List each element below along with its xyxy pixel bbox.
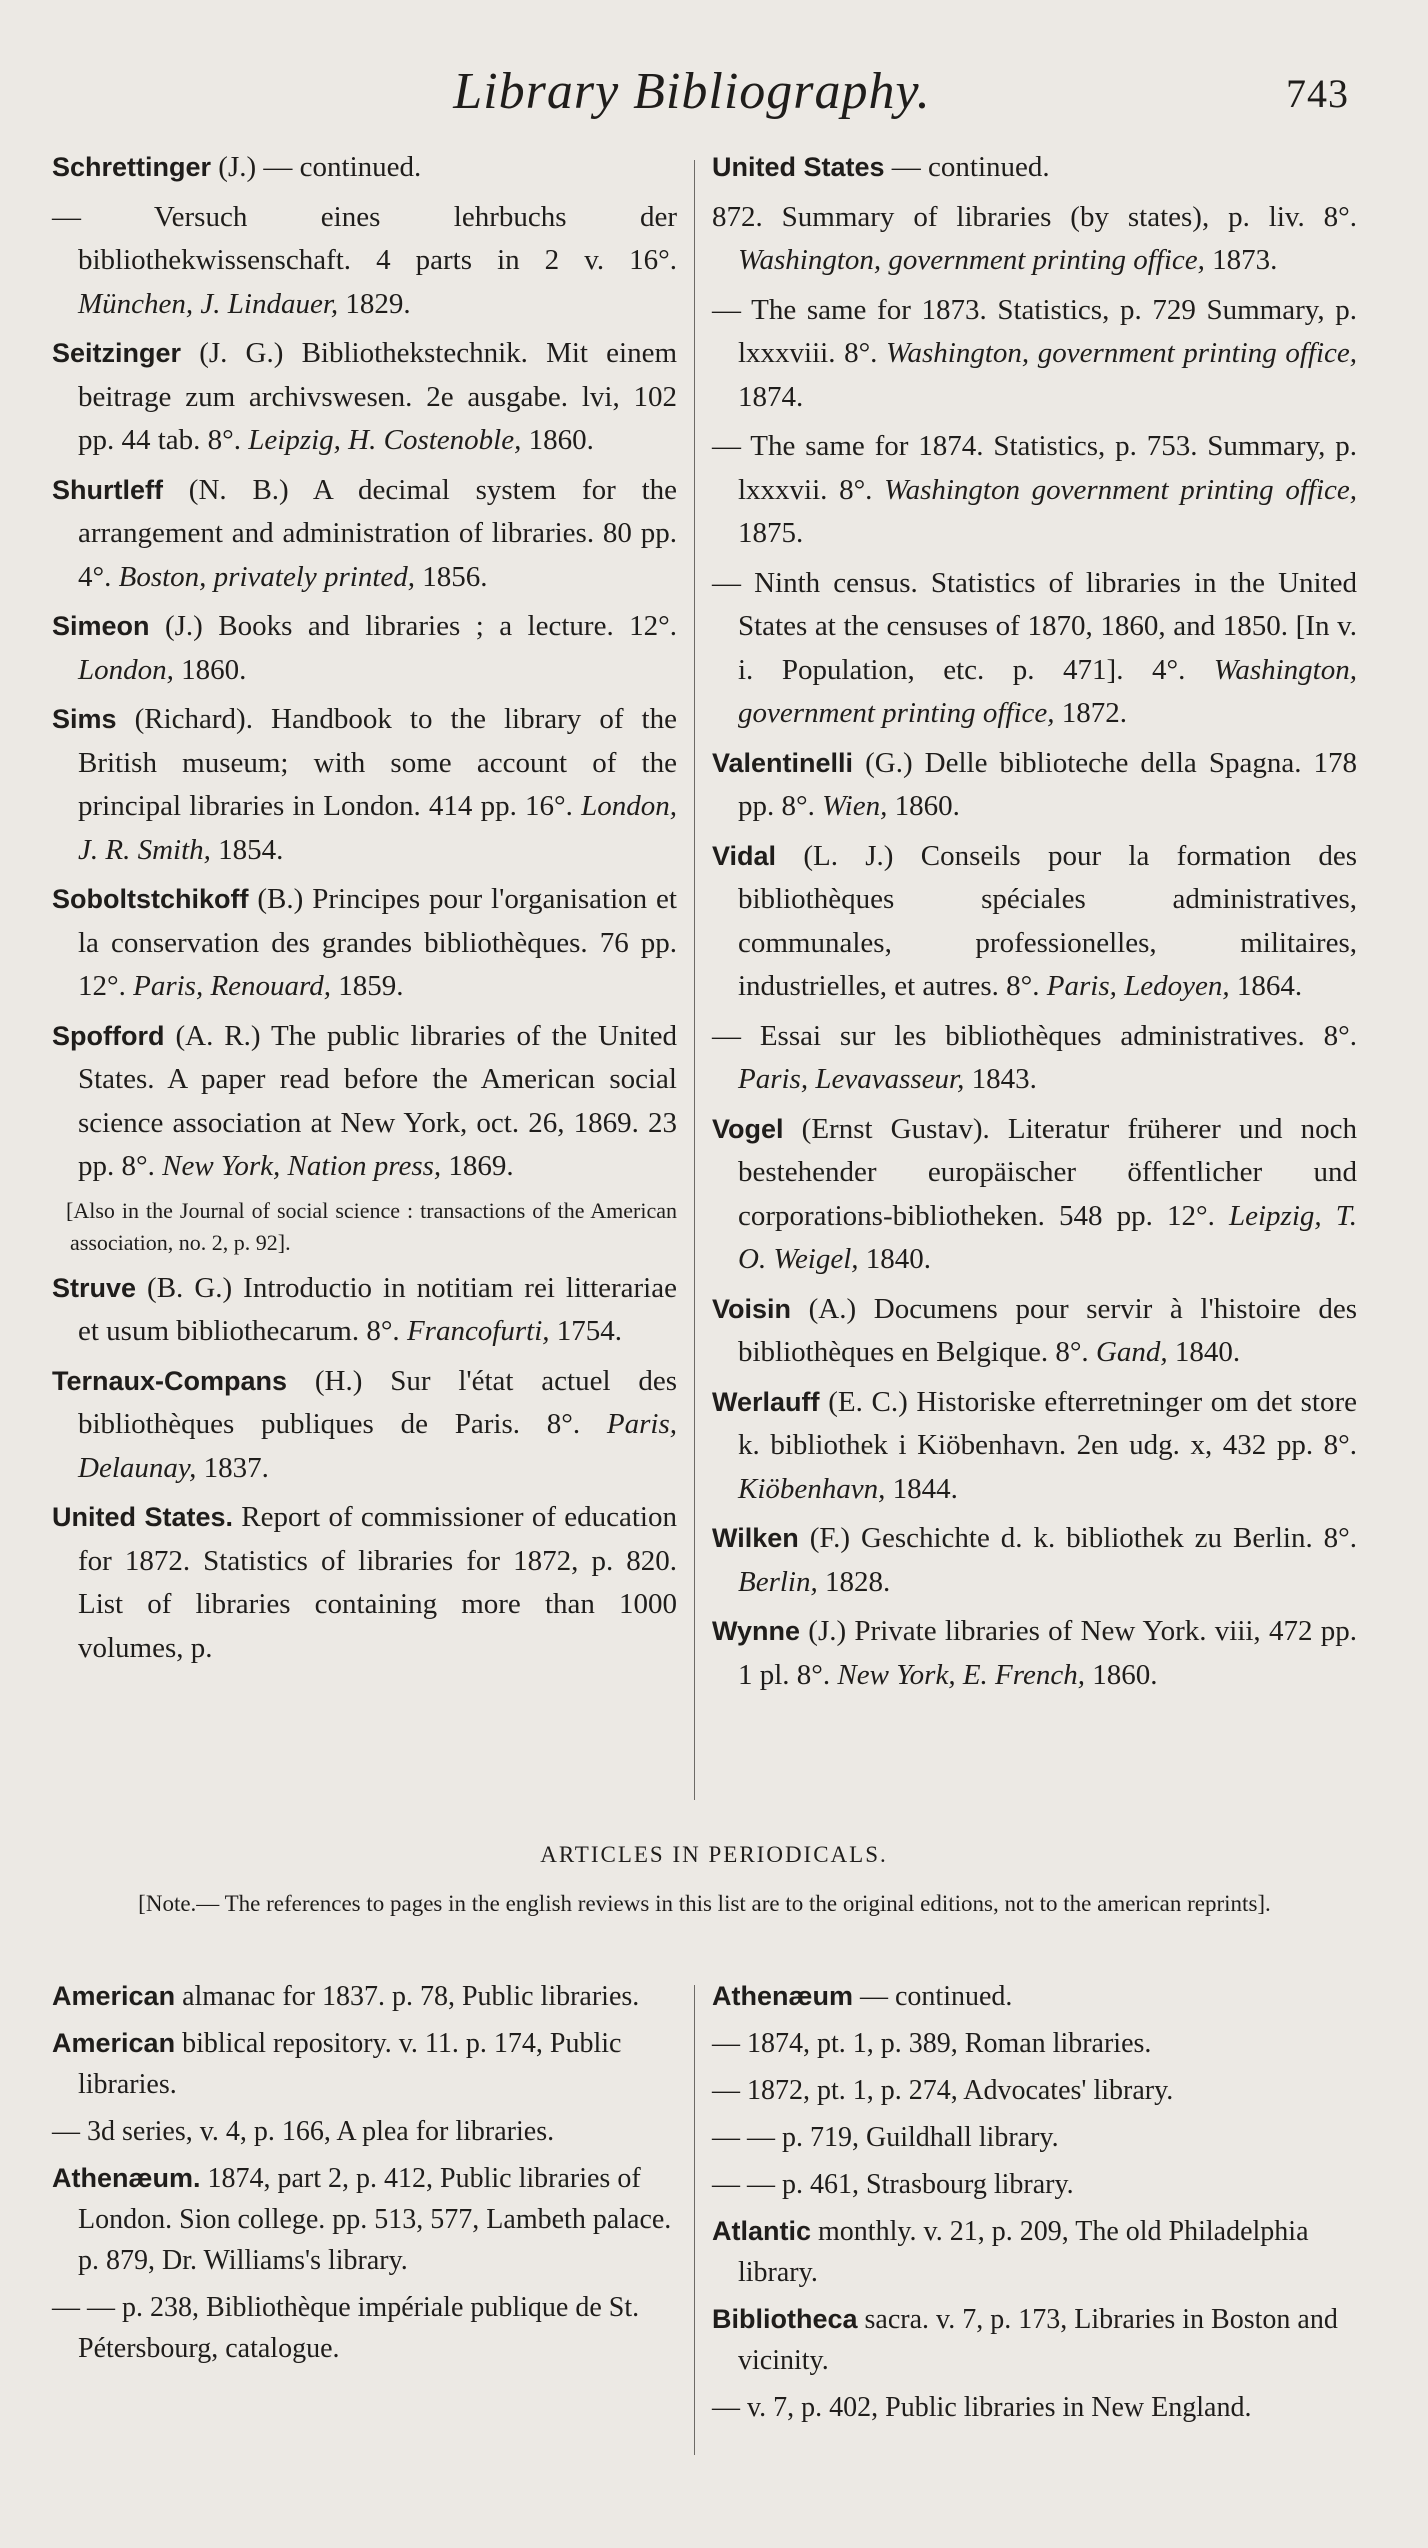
entry-text: monthly. v. 21, p. 209, The old Philadelphia library.: [738, 2216, 1309, 2288]
entry-author: Vogel: [712, 1113, 784, 1144]
entry-year: 1840.: [858, 1243, 932, 1275]
entry-imprint: Wien,: [822, 790, 888, 822]
entry-imprint: Washington, government printing office,: [886, 337, 1357, 369]
bibliography-entry: [52, 196, 677, 327]
bibliography-entry: [52, 698, 677, 872]
entry-author: Valentinelli: [712, 747, 854, 778]
entry-author: Athenæum.: [52, 2163, 201, 2193]
bibliography-entry: [52, 146, 677, 190]
running-head: Library Bibliography.: [453, 63, 931, 120]
bibliography-entry: [712, 289, 1357, 420]
page-number: 743: [1286, 71, 1349, 116]
entry-text: — — p. 719, Guildhall library.: [712, 2122, 1059, 2153]
bibliography-entry: [712, 2387, 1357, 2428]
bibliography-entry: [712, 196, 1357, 283]
entry-imprint: Paris, Ledoyen,: [1046, 970, 1230, 1002]
bibliography-entry: [52, 1976, 677, 2017]
entry-author: Struve: [52, 1272, 137, 1303]
bibliography-entry: [712, 425, 1357, 556]
bibliography-entry: [712, 146, 1357, 190]
entry-year: 1840.: [1167, 1336, 1241, 1368]
bibliography-entry: [52, 1267, 677, 1354]
entry-author: Voisin: [712, 1293, 792, 1324]
entry-text: (B. G.) Introductio in notitiam rei litterariae et usum bibliothecarum. 8°.: [78, 1271, 677, 1347]
entry-text: sacra. v. 7, p. 173, Libraries in Boston and vicinity.: [738, 2304, 1338, 2376]
bibliography-entry: [712, 2117, 1357, 2158]
entry-year: 1869.: [441, 1150, 514, 1182]
bibliography-entry: [52, 469, 677, 600]
entry-author: Vidal: [712, 840, 777, 871]
entry-imprint: Paris, Levavasseur,: [738, 1063, 965, 1095]
bibliography-entry: [52, 1360, 677, 1491]
entry-imprint: Gand,: [1095, 1336, 1168, 1368]
bibliography-entry: [52, 1496, 677, 1670]
entry-year: 1875.: [738, 517, 804, 549]
entry-text: (B.) Principes pour l'organisation et la conservation des grandes bibliothèques. 76 pp. 12°.: [78, 883, 677, 1002]
entry-year: 1854.: [210, 833, 284, 866]
column-rule-top: [694, 160, 695, 1800]
bibliography-entry: [52, 605, 677, 692]
entry-year: 1873.: [1204, 244, 1278, 276]
entry-year: 1844.: [885, 1472, 958, 1505]
entry-text: (A.) Documens pour servir à l'histoire des bibliothèques en Belgique. 8°.: [738, 1292, 1357, 1368]
entry-imprint: Paris, Delaunay,: [78, 1408, 677, 1484]
entry-imprint: Kiöbenhavn,: [738, 1472, 886, 1505]
entry-author: Werlauff: [712, 1386, 820, 1417]
bibliography-entry: [712, 1610, 1357, 1697]
entry-text: (F.) Geschichte d. k. bibliothek zu Berlin. 8°.: [798, 1522, 1357, 1554]
entry-text: (J.) Private libraries of New York. viii, 472 pp. 1 pl. 8°.: [738, 1615, 1357, 1691]
bibliography-entry: [712, 1381, 1357, 1512]
entry-text: — v. 7, p. 402, Public libraries in New England.: [712, 2392, 1252, 2423]
entry-year: 1860.: [521, 424, 594, 456]
entry-text: (H.) Sur l'état actuel des bibliothèques publiques de Paris. 8°.: [78, 1364, 677, 1440]
entry-year: 1874.: [738, 380, 804, 413]
entry-text: (Richard). Handbook to the library of the British museum; with some account of the principal libraries in London. 414 pp. 16°.: [78, 703, 677, 822]
entry-author: Wilken: [712, 1523, 799, 1553]
entry-text: biblical repository. v. 11. p. 174, Public libraries.: [78, 2028, 622, 2100]
entry-imprint: London, J. R. Smith,: [78, 790, 677, 866]
entry-author: Soboltstchikoff: [52, 884, 249, 914]
bibliography-note: [Also in the Journal of social science : transactions of the American association, no. 2, p. 92].: [66, 1197, 677, 1255]
entry-imprint: Leipzig, T. O. Weigel,: [738, 1199, 1357, 1275]
entry-author: Shurtleff: [52, 474, 163, 505]
entry-year: 1843.: [964, 1063, 1037, 1095]
entry-imprint: Washington government printing office,: [884, 473, 1357, 506]
entry-year: 1860.: [173, 653, 247, 686]
entry-text: (A. R.) The public libraries of the United States. A paper read before the American social science association at New York, oct. 26, 1869. 23 pp. 8°.: [78, 1019, 677, 1182]
entry-imprint: Boston, privately printed,: [118, 560, 416, 593]
entry-imprint: New York, E. French,: [837, 1658, 1085, 1691]
entry-author: Wynne: [712, 1616, 801, 1646]
entry-text: Report of commissioner of education for 1872. Statistics of libraries for 1872, p. 820. List of libraries containing more than 1000 volumes, p.: [78, 1501, 677, 1664]
entry-text: — continued.: [884, 151, 1050, 183]
entry-text: (J.) — continued.: [211, 151, 422, 183]
entry-text: almanac for 1837. p. 78, Public libraries.: [175, 1981, 640, 2012]
entry-year: 1872.: [1054, 697, 1128, 729]
entry-text: — 1874, pt. 1, p. 389, Roman libraries.: [712, 2028, 1152, 2059]
entry-year: 1837.: [196, 1451, 269, 1484]
bibliography-entry: [712, 2023, 1357, 2064]
entry-imprint: Washington, government printing office,: [738, 653, 1357, 729]
entry-year: 1860.: [1084, 1658, 1158, 1691]
entry-year: 1860.: [887, 790, 960, 822]
bibliography-entry: [712, 2211, 1357, 2293]
section-note: [Note.— The references to pages in the english reviews in this list are to the original editions, not to the american reprints].: [138, 1891, 1271, 1916]
bibliography-entry: [712, 2299, 1357, 2381]
entry-imprint: Francofurti,: [406, 1315, 550, 1347]
entry-text: (G.) Delle biblioteche della Spagna. 178 pp. 8°.: [738, 746, 1357, 822]
entry-text: — Versuch eines lehrbuchs der bibliothekwissenschaft. 4 parts in 2 v. 16°.: [52, 200, 677, 276]
entry-author: Sims: [52, 704, 117, 734]
entry-author: American: [52, 1981, 176, 2011]
entry-year: 1856.: [415, 560, 488, 593]
entry-text: 1874, part 2, p. 412, Public libraries of London. Sion college. pp. 513, 577, Lambeth palace. p. 879, Dr. Williams's library.: [78, 2163, 672, 2276]
entry-text: — 3d series, v. 4, p. 166, A plea for libraries.: [52, 2116, 555, 2147]
entry-imprint: Leipzig, H. Costenoble,: [248, 424, 522, 456]
entry-author: Bibliotheca: [712, 2304, 858, 2334]
entry-text: — Essai sur les bibliothèques administratives. 8°.: [712, 1019, 1357, 1052]
bibliography-entry: [712, 1108, 1357, 1282]
bibliography-entry: [52, 878, 677, 1009]
entry-year: 1859.: [331, 970, 404, 1002]
entry-imprint: München, J. Lindauer,: [78, 287, 339, 320]
section-heading: ARTICLES IN PERIODICALS.: [540, 1842, 888, 1867]
entry-text: (N. B.) A decimal system for the arrangement and administration of libraries. 80 pp. 4°.: [78, 473, 677, 593]
entry-text: — The same for 1873. Statistics, p. 729 Summary, p. lxxxviii. 8°.: [712, 293, 1357, 369]
entry-year: 1864.: [1229, 970, 1303, 1002]
entry-imprint: London,: [78, 653, 174, 686]
bibliography-entry: [712, 1976, 1357, 2017]
entry-year: 1829.: [338, 287, 411, 320]
entry-author: United States: [712, 152, 885, 182]
entry-author: Simeon: [52, 611, 150, 641]
bibliography-entry: [52, 2158, 677, 2281]
entry-year: 1754.: [549, 1315, 623, 1347]
entry-imprint: Paris, Renouard,: [133, 970, 331, 1002]
bibliography-entry: [712, 2070, 1357, 2111]
bibliography-entry: [712, 562, 1357, 736]
entry-text: — — p. 461, Strasbourg library.: [712, 2169, 1074, 2200]
entry-author: Ternaux-Compans: [52, 1365, 288, 1396]
bibliography-entry: [712, 742, 1357, 829]
bibliography-entry: [52, 1015, 677, 1189]
entry-text: (Ernst Gustav). Literatur früherer und noch bestehender europäischer öffentlicher und corporations-bibliotheken. 548 pp. 12°.: [738, 1112, 1357, 1232]
periodicals-right-column: [712, 1976, 1357, 2434]
bibliography-entry: [52, 332, 677, 463]
entry-author: Athenæum: [712, 1981, 853, 2011]
bibliography-entry: [712, 2164, 1357, 2205]
entry-author: American: [52, 2028, 176, 2058]
entry-text: 872. Summary of libraries (by states), p. liv. 8°.: [712, 200, 1357, 233]
bibliography-entry: [712, 835, 1357, 1009]
entry-author: Schrettinger: [52, 152, 212, 182]
bibliography-entry: [52, 2111, 677, 2152]
entry-imprint: Berlin,: [738, 1565, 818, 1598]
entry-text: (J. G.) Bibliothekstechnik. Mit einem beitrage zum archivswesen. 2e ausgabe. lvi, 102 pp. 44 tab. 8°.: [78, 337, 677, 456]
entry-author: Atlantic: [712, 2216, 812, 2246]
entry-text: (J.) Books and libraries ; a lecture. 12°.: [149, 610, 677, 642]
bibliography-entry: [712, 1288, 1357, 1375]
entry-text: (E. C.) Historiske efterretninger om det store k. bibliothek i Kiöbenhavn. 2en udg. x, 432 pp. 8°.: [738, 1385, 1357, 1461]
entry-author: Spofford: [52, 1020, 165, 1051]
entry-year: 1828.: [817, 1565, 891, 1598]
bibliography-entry: [52, 2287, 677, 2369]
bibliography-entry: [712, 1015, 1357, 1102]
entry-text: (L. J.) Conseils pour la formation des bibliothèques spéciales administratives, communales, professionelles, militaires, industrielles, et autres. 8°.: [738, 839, 1357, 1002]
entry-imprint: Washington, government printing office,: [738, 244, 1205, 276]
entry-imprint: New York, Nation press,: [162, 1150, 442, 1182]
right-column: [712, 146, 1357, 1703]
bibliography-entry: [712, 1517, 1357, 1604]
periodicals-left-column: [52, 1976, 677, 2375]
entry-text: — The same for 1874. Statistics, p. 753. Summary, p. lxxxvii. 8°.: [712, 430, 1357, 506]
entry-text: — 1872, pt. 1, p. 274, Advocates' library.: [712, 2075, 1174, 2106]
bibliography-entry: [52, 2023, 677, 2105]
column-rule-bottom: [694, 1985, 695, 2455]
entry-text: — Ninth census. Statistics of libraries in the United States at the censuses of 1870, 1860, and 1850. [In v. i. Population, etc. p. 471]. 4°.: [712, 566, 1357, 686]
entry-text: — — p. 238, Bibliothèque impériale publique de St. Pétersbourg, catalogue.: [52, 2292, 640, 2364]
entry-text: — continued.: [853, 1981, 1013, 2012]
entry-author: United States.: [52, 1502, 234, 1532]
left-column: [52, 146, 677, 1676]
entry-author: Seitzinger: [52, 338, 182, 368]
